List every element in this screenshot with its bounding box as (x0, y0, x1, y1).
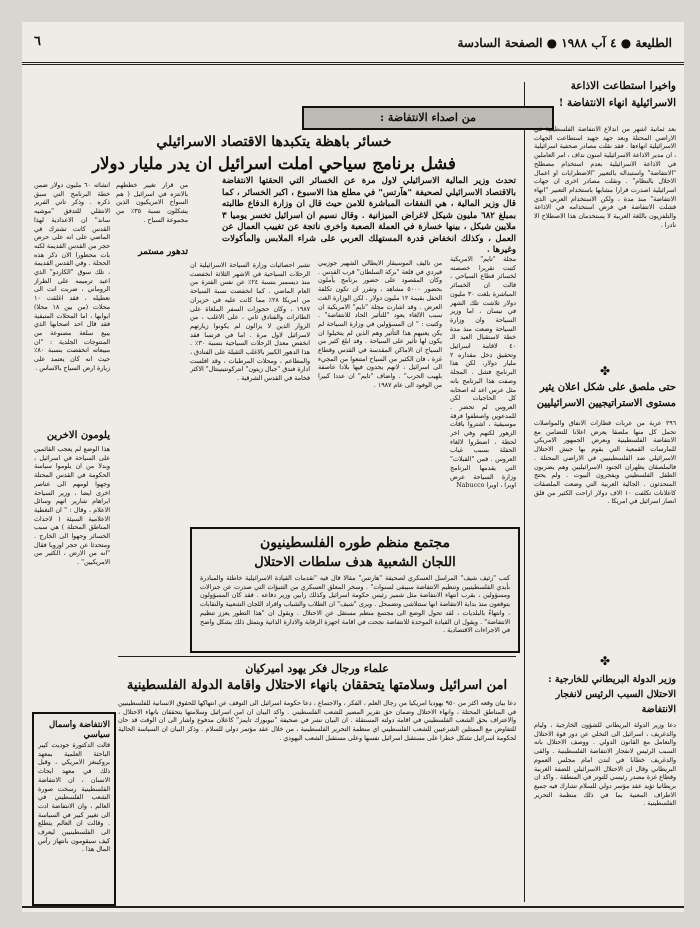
article-a-lead: تحدث وزير المالية الاسرائيلي لاول مرة عن الخسائر التي الحقتها الانتفاضة بالاقتصاد الاسرائيلي لصحيفة "هآرتس" في مطلع هذا الاسبوع ، اكبر الخسائر ، كما قال وزير المالية ، هي النفقات المباشرة للامن حيث قال ان وزارة الدفاع طالبته بمبلغ ٦٨٢ مليون شيكل لاغراض الميزانية . وقال نسيم ان اسرائيل تخسر يوميا ٣ ملايين شيكل ، بينها خسارة في العملة الصعبة واخرى ناتجة عن تغييب العمال عن العمل ، وكذلك انخفاض قدرة المستهلك العربي على شراء الملابس والمأكولات وغيرها . (222, 176, 516, 254)
article-a-col3: تشير احصائيات وزارة السياحة الاسرائيلية ان الرحلات السياحية في الاشهر الثلاثة انخفضت منذ ديسمبر بنسبة ٢٤٪ عن نفس الفترة من العام الماضي . كما انخفضت نسبة السياحة من امريكا ٢٨٪ مما كانت عليه في حزيران ١٩٨٧ ، وكان حجوزات السفر الملغاة على الطائرات والفنادق ثاني ، على الاغلب ، من الزوار الذين لا يزالون لم يكونوا زيارتهم لاسرائيل لاول مرة . اما في فرنسا فقد انخفض معدل الرحلات السياحية بنسبة ٣٠٪ . هذا الدهور الكبير بالاغلب الثقيلة على الفنادق ، والمطاعم ، ومحلات المرطبات ، وقد افلست ادارة فندق "جبال زيتون" انتركونتينينتال" الاكثر فخامة في القدس الشرقية . (190, 262, 310, 383)
sidebar-item-3-headline: وزير الدولة البريطاني للخارجية : الاحتلال السبب الرئيس لانفجار الانتفاضة (548, 674, 676, 715)
article-c-headline: امن اسرائيل وسلامتها يتحققان بانهاء الاحتلال واقامة الدولة الفلسطينية (126, 678, 508, 693)
header-title: الطليعة ● ٤ آب ١٩٨٨ ● الصفحة السادسة (457, 36, 672, 50)
article-b-headline: مجتمع منظم طوره الفلسطينيون (260, 535, 450, 551)
article-c-kicker: علماء ورجال فكر يهود اميركيان (245, 662, 389, 675)
article-c-body: دعا بيان وقعه اكثر من ٩٥٠ يهوديا امريكيا من رجال العلم ، الفكر ، والاجتماع ، دعا حكومة اسرائيل الى التوقف عن انتهاكها للحقوق الانسانية للفلسطينيين في المناطق المحتلة ، وانهاء الاحتلال وضمان حق تقرير المصير للشعب الفلسطيني . واكد البيان ان امن اسرائيل وسلامتها يتحققان بانهاء الاحتلال ، والاعتراف بحق الشعب الفلسطيني في اقامة دولته المستقلة . ان البيان نشر في صحيفة "نيويورك تايمز" كاعلان مدفوع واشار الى ان الوقت قد حان للتفاوض مع الممثلين الشرعيين للشعب الفلسطيني اي منظمة التحرير الفلسطينية ، من خلال عقد مؤتمر دولي للسلام . وذكر البيان ان السياسة الحالية لحكومة اسرائيل تشكل خطرا على مستقبل اسرائيل نفسها وعلى مستقبل الشعب اليهودي . (118, 700, 516, 742)
sidebar-item-2-body: ٢٩٦ عربة من عربات قطارات الانفاق والمواصلات تحمل كل منها ملصقا يعرض اعلانا للتضامن مع الانتفاضة الفلسطينية وبعرض الجمهور الامريكي للمارسات القمعية التي يقوم بها جيش الاحتلال الاسرائيلي ضد الفلسطينيين في الاراضي المحتلة . فالملصقان يظهران الجنود الاسرائيليين وهم يضربون الطفل الفلسطيني ويفجرون البيوت . ولم يحتج المتحدثون . الجالية العربية التي وضعت الملصقات كاعلانات تكلفت ١٠ الاف دولار اراحت الكثير من قلق انصار اسرائيل في امريكا . (534, 420, 676, 506)
article-b-subheadline: اللجان الشعبية هدف سلطات الاحتلال (254, 555, 456, 570)
subhead-decline: تدهور مستمر (138, 247, 188, 257)
article-a-col1: مجلة "تايم" الامريكية كتبت تقريرا خصصته لخسائر قطاع السياحي ، قالت ان الخسائر المباشرة بلغت ٣٠ مليون دولار تلاشت تلك الشهر في نيسان ، اما وزير السياحة وان وزارة السياحة وضعت منذ مدة خطة لاستقبال العيد الـ ٤٠ لاقامة اسرائيل وتحقيق دخل مقداره ٢ مليار دولار، لكن هذا البرنامج فشل . المجلة وصفت هذا البرنامج بانه مثل عرس اعد له اصحابه كل الحاجيات لكن العروس لم تحضر . للمدعوين واصطفوا فرقة موسيقية ، اشتروا باقات الزهور لكنهم وفي اخر لحظة ، اضطروا لالغاء الحفلة بسبب غياب العروس . فمن "القبلات" التي يقدمها البرنامج وزارة السياحة عرض اوبرا ، اوبرا Nabucco (450, 256, 516, 490)
capital-body: قالت الدكتورة جوديت كيبر الباحثة العلمية بمعهد بروكينغز الامريكي ، وقبل ذلك في معهد ابحاث الانسان ، ان الانتفاضة الفلسطينية رسخت صورة الشعب الفلسطيني في العالم ، وان الانتفاضة ادت الى تغيير كبير في السياسة . وقالت ان العالم يتطلع الى الفلسطينيين ليعرف كيف سيقومون بانتهاز رأس المال هذا . (38, 742, 110, 854)
sidebar-item-1-headline: واخيرا استطاعت الاذاعة الاسرائيلية انهاء الانتفاضة ! (558, 80, 676, 109)
ornament-icon: ✤ (599, 654, 611, 668)
page-number: ٦ (34, 34, 41, 49)
ornament-icon: ✤ (599, 364, 611, 378)
page-header (22, 22, 684, 65)
article-a-col4: من قرار تغيير خططهم بالانتزه في اسرائيل ( هم السواح الامريكيون الذين يشكلون نسبة ٣٥٪ من مجموعة السياح . (116, 182, 188, 224)
article-a-col2: من تأليف الموسيقار الايطالي الشهير جوزيبي فيردي في قلعة "بركة السلطان" قرب القدس . وكان المقصود على حضور برنامج يأملون بحضور ٥٠٠٠ مشاهد ، وتقرر ان تكون تكلفة الحفل بقيمة ١٢ مليون دولار . لكن الوزارة الغت العرض . وقد اشارت مجلة "تايم" الامريكية ان سبب الالغاء يعود "للتأثير الحاد للانتفاضة" . وكتبت : " ان المسؤولين في وزارة السياحة لم يكن يعنيهم هذا التأثير وهم الذين لم يتخيلوا ان يكون لها تأثير على السياحة . وقد ابلغ كثير من السياح ان الاماكن المقدسة في القدس وقطاع غزة ، فان الكثير من السياح امتنعوا من المجيء الى اسرائيل ، لانهم يجدون فيها بلادا عاصفة بلهيب الحرب" . واضاف "تايم" ان عددا كبيرا من الوفود الى عام ١٩٨٧ . (318, 260, 442, 389)
sidebar-divider (524, 82, 525, 902)
rule-c-top (118, 656, 516, 657)
article-a-col5: انشائه ٦٠ مليون دولار ضمن خطة البرنامج التي سبق ذكره . وذكر تاتي الفرير الانتقلي للتدفق "موشيه ساند" ان الاعدادية لهذا القدس كانت تشترك في الماضي على انه على حرص حجر من القدس القديمة لكنه بات محظورا الان ذكر هذه الحجلة . وفي القدس القديمة ، تلك سوق "الكاردو" الذي اعيد ترميمه على الطراز الروماني ، ضربت انت الى تعطيله ، فقد اغلقت ١٠ محلات (من بين ١٨ محلا) ابوابها ، اما المحلات المتبقية فقد قال احد اصحابها الذي يبيع سلعة مصنوعة من المنتوجات الجلدية : "ان مبيعاته انخفضت بنسبة ٨٠٪ حيث انه كان يعتمد على زيارة ارض السياح بالاساس . (34, 182, 110, 372)
sidebar-item-1-body: بعد ثمانية اشهر من اندلاع الانتفاضة الفلسطينية في الاراضي المحتلة وبعد جهد جهيد استطاعت الجهات الاسرائيلية انهاءها . فقد نقلت مصادر صحفية اسرائيلية ، ان مدير الاذاعة الاسرائيلية امنون نداف ، امر العاملين في الاذاعة الاسرائيلية بعدم استخدام مصطلح "الانتفاضة" واستبداله بالتعبير "الاضطرابات او اعمال الاخلال بالنظام" . ونقلت مصادر اخرى ان جهات اسرائيلية اصدرت قرارا مشابها باستخدام التعبير "انهاء الانتفاضة" منذ مدة ، ولكن الاستخدام العربي الذي فشلت الانتفاضة في فرض استخدامه في الاذاعة والتلفزيون باللغة العربية لا يستخدمان هذا الاصطلاح الا نادرا . (534, 126, 676, 229)
article-b-box (190, 527, 520, 653)
page-bottom-rule (22, 906, 684, 908)
newspaper-page (22, 22, 684, 912)
article-a-col6: هذا الوضع لم يعجب القائمين على السياحة في اسرائيل ، وبدلا من ان يلوموا سياسة الحكومة في القدس المحتلة وجهوا لومهم الى عناصر اخرى ايضا ، وزير السياحة ابراهام شارير اتهم وسائل الاعلام ، وقال : " ان التغطية الاعلامية السيئة ( لاحداث المناطق المحتلة ) هي سبب الخسائر وجهوا الى الخارج . ومتحدثا عن حجر اوروبا فقال "انه من الارض ، الكثير من الامريكيين" . (34, 446, 110, 567)
sidebar-item-3-body: دعا وزير الدولة البريطاني للشؤون الخارجية ، وليام والدغريف ، اسرائيل الى التخلي عن دور قوة الاحتلال والتعامل مع القانون الدولي . ووصف الاحتلال بانه السبب الرئيس لانفجار الانتفاضة الفلسطينية . والقى والدغريف خطابا في لندن امام مجلس العموم البريطاني وقال ان الاحتلال الاسرائيلي للضفة الغربية وقطاع غزة مصدر رئيسي للتوتر في المنطقة . واكد ان بريطانيا تؤيد عقد مؤتمر دولي للسلام تشارك فيه جميع الاطراف المعنية بما في ذلك منظمة التحرير الفلسطينية . (534, 722, 676, 808)
section-banner: من اصداء الانتفاضة : (302, 106, 554, 130)
article-a-headline: فشل برنامج سياحي املت اسرائيل ان يدر مليار دولار (92, 154, 456, 173)
subhead-blame: يلومون الاخرين (46, 430, 110, 441)
sidebar-box-capital (32, 712, 116, 906)
capital-headline: الانتفاضة وأسمال سياسي (48, 720, 110, 740)
article-b-body: كتب "زئيف شيف" المراسل العسكري لصحيفة "هارتس" مقالا قال فيه "تقدمات القيادة الاسرائيلية خاطئة والمبادرة بأيدي الفلسطينيين وتنظيم الانتفاضة سيبقى لسنوات" . وسخر المعلق العسكري من التنبؤات التي صدرت عن جنرالات ومسؤولين ، بقرب انتهاء الانتفاضة مثل شمير رئيس حكومة اسرائيل وكذلك رابين وزير دفاعه . فقد كان المسؤولون يتوقعون منذ بداية الانتفاضة انها ستتلاشى وتضمحل . ويرى "شيف" ان الطلاب والشباب وافراد اللجان الشعبية والنقابات ، وانتهاءً بالبلديات ، لقد تحول الوضع الى مجتمع منظم مستقل عن الاحتلال . ويقول ان "هذا التطور يعزز تنظيم الانتفاضة" . ويقول ان القيادة الموحدة للانتفاضة نجحت في اقامة اجهزة الرقابة والادارة الذاتية ويتمثل ذلك بشكل واضح في الاجراءات الاقتصادية . (200, 575, 510, 635)
sidebar-item-2-headline: حتى ملصق على شكل اعلان يثير مستوى الاستراتيجيين الاسرائيليين (536, 382, 676, 409)
article-a-kicker: خسائر باهظة يتكبدها الاقتصاد الاسرائيلي (156, 134, 392, 150)
